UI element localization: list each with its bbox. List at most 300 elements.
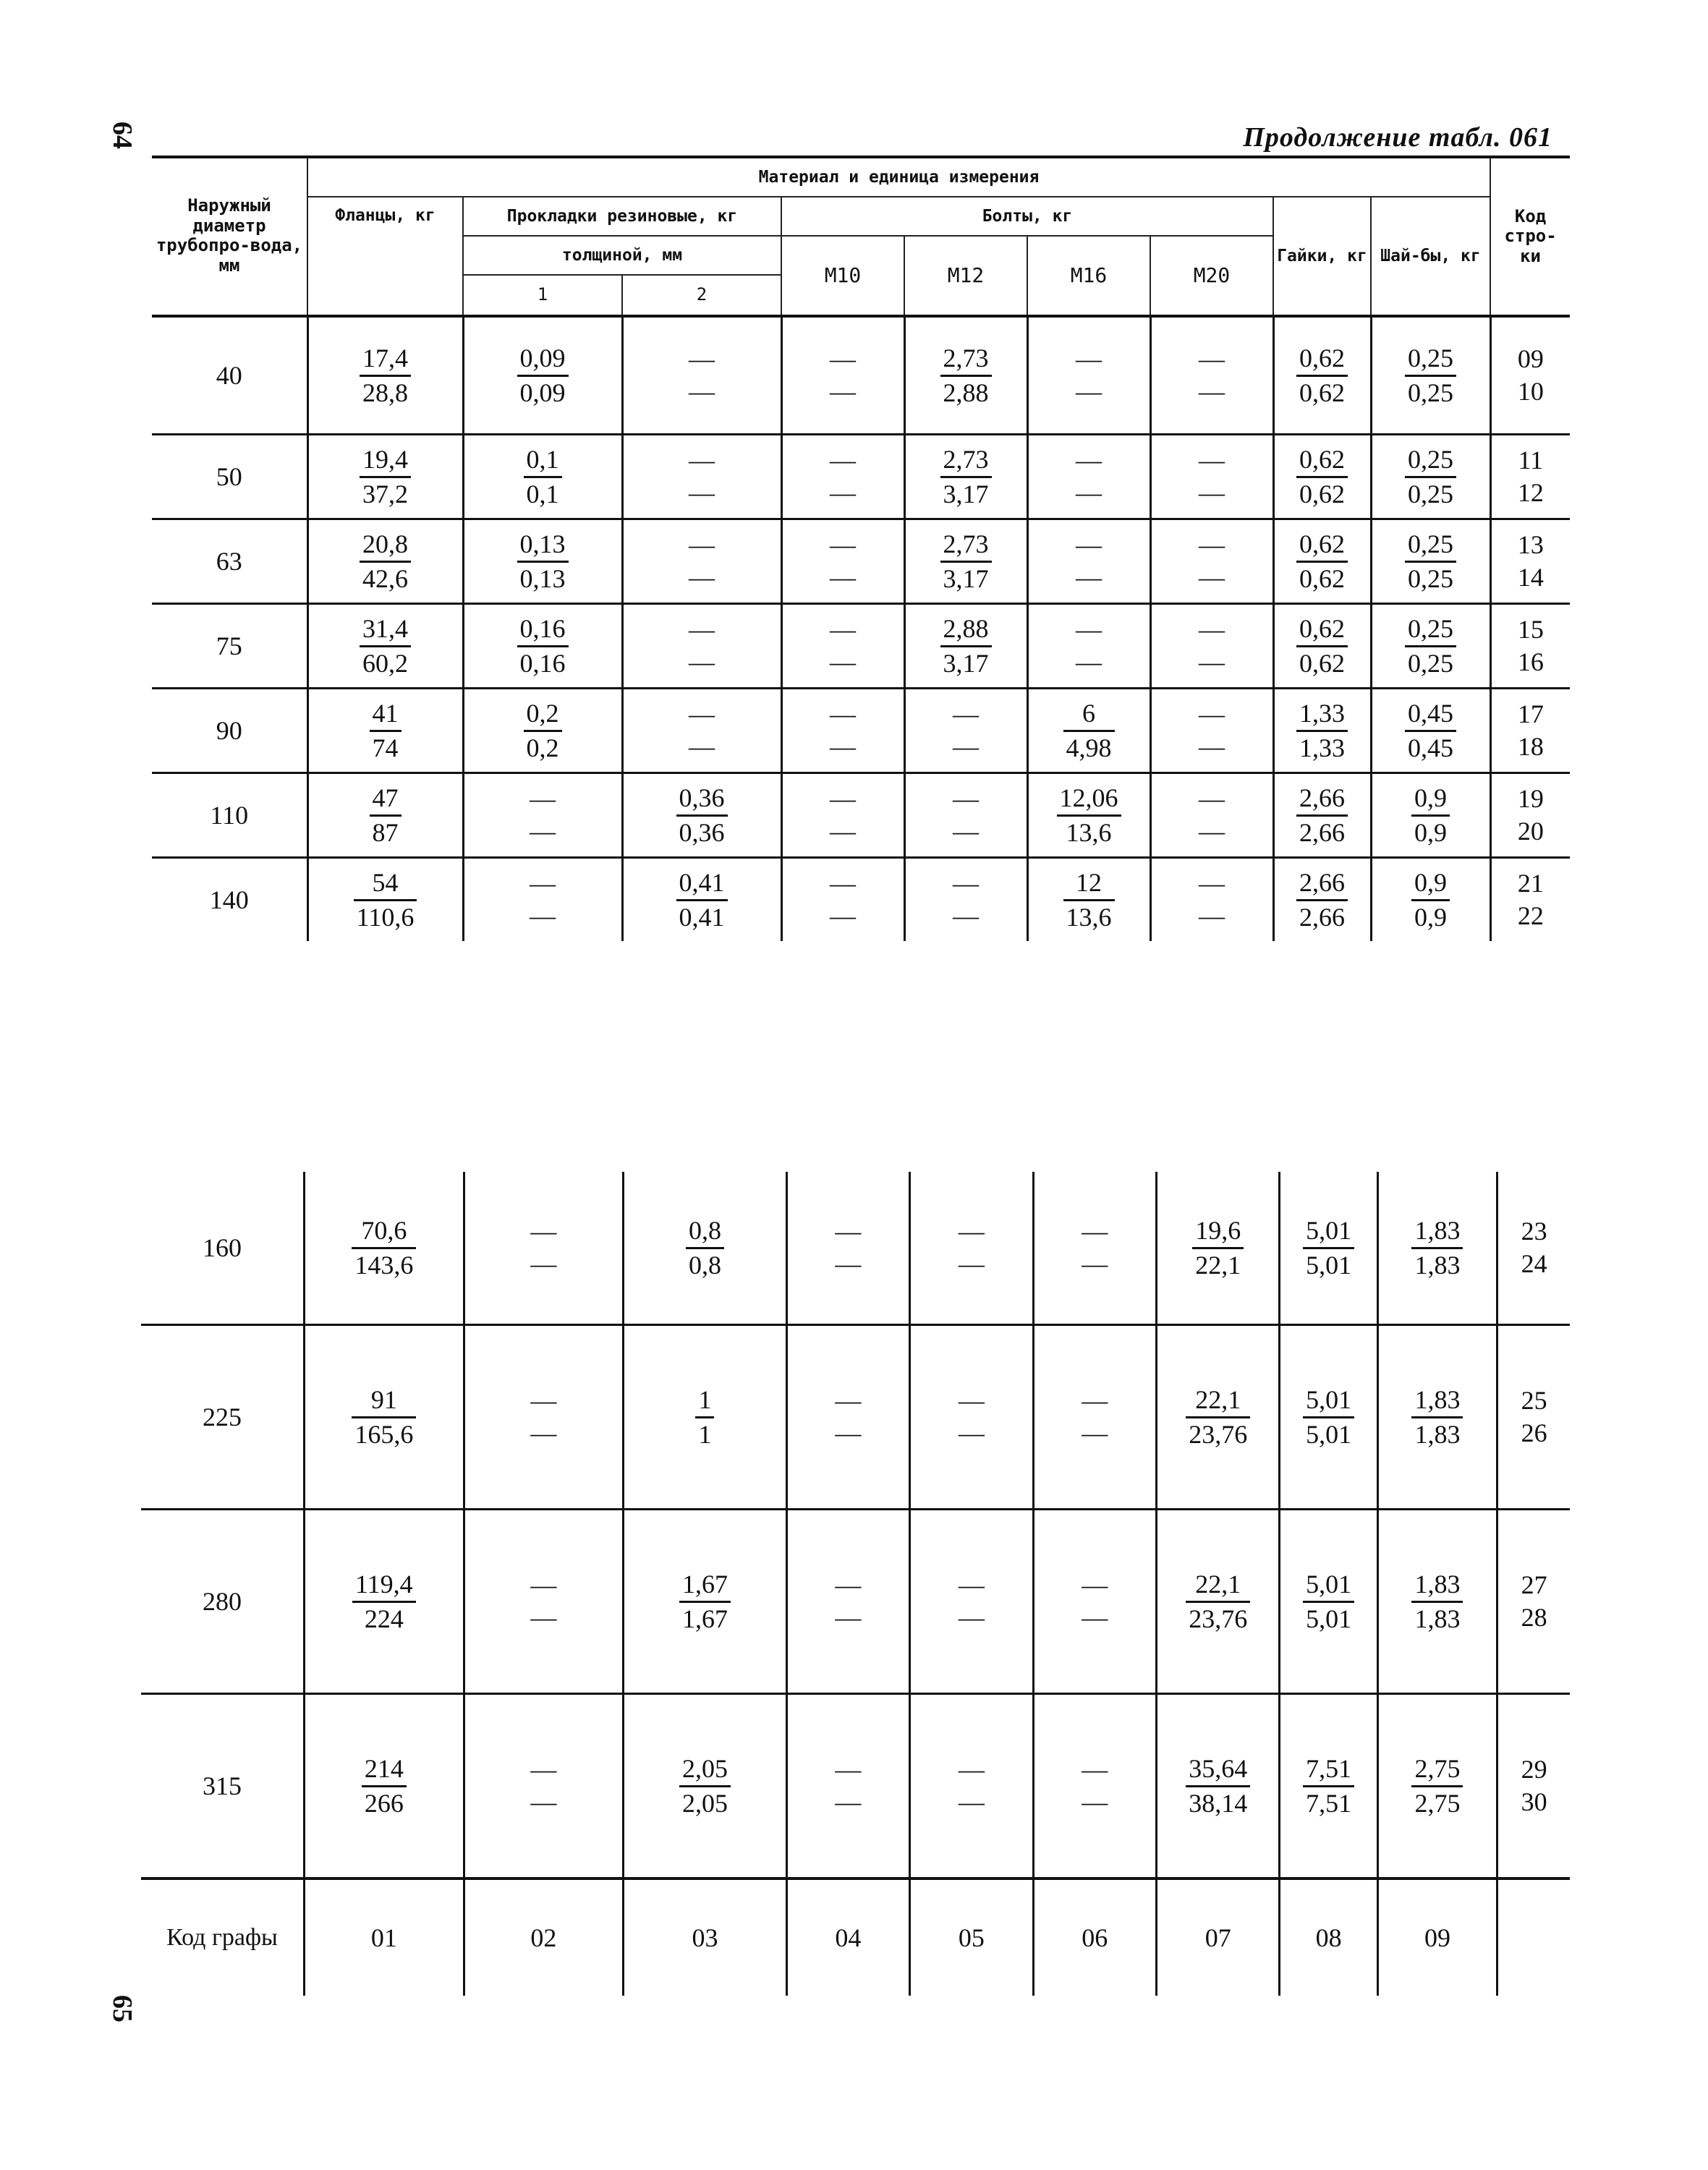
denominator-value: 0,41 [679, 902, 725, 932]
header-thickness-1: 1 [463, 275, 622, 316]
row-code-cell [1490, 519, 1570, 604]
dash-pair [1199, 444, 1225, 509]
value-fraction [1186, 1384, 1250, 1451]
cell-m16 [1027, 858, 1150, 942]
dash-value: — [1199, 699, 1225, 728]
row-code-value: 20 [1517, 817, 1544, 846]
dash-pair [689, 444, 715, 509]
value-fraction [695, 1384, 714, 1451]
row-code-cell [1490, 689, 1570, 773]
cell-g1 [464, 1325, 624, 1510]
cell-g2 [624, 1172, 787, 1325]
cell-m20 [1150, 604, 1273, 689]
dash-value: — [689, 530, 715, 559]
dash-value: — [958, 1570, 985, 1599]
denominator-value: 0,62 [1299, 479, 1345, 509]
table-row [141, 1694, 1570, 1879]
cell-m20 [1150, 316, 1273, 435]
cell-m12 [910, 1510, 1033, 1694]
page-number-bottom: 65 [107, 1995, 137, 2022]
denominator-value: 42,6 [362, 563, 408, 593]
cell-nuts [1280, 1172, 1377, 1325]
row-code-pair [1518, 613, 1544, 678]
row-code-pair [1521, 1215, 1547, 1280]
denominator-value: 0,25 [1408, 378, 1454, 407]
cell-nuts [1273, 316, 1371, 435]
denominator-value: 4,98 [1066, 733, 1112, 762]
dash-value: — [830, 784, 856, 813]
row-code-value: 15 [1517, 615, 1544, 644]
value-fraction [1303, 1214, 1354, 1282]
dash-pair [1082, 1753, 1108, 1818]
denominator-value: 2,66 [1299, 817, 1345, 847]
numerator-value: 0,1 [524, 443, 562, 478]
dash-value: — [1082, 1217, 1108, 1246]
denominator-value: 2,88 [943, 378, 989, 407]
numerator-value: 2,88 [940, 613, 992, 647]
denominator-value: 0,25 [1408, 563, 1454, 593]
cell-m20 [1150, 689, 1273, 773]
row-code-cell [1490, 858, 1570, 942]
numerator-value: 0,62 [1296, 528, 1348, 563]
value-fraction [360, 528, 411, 595]
dash-value: — [953, 869, 979, 898]
dash-value: — [1199, 478, 1225, 507]
dash-value: — [953, 817, 979, 846]
denominator-value: 0,2 [526, 733, 559, 762]
cell-m12 [910, 1172, 1033, 1325]
numerator-value: 41 [370, 697, 401, 732]
column-code: 05 [910, 1878, 1033, 1996]
value-fraction [524, 443, 562, 511]
denominator-value: 0,25 [1408, 479, 1454, 509]
denominator-value: 0,25 [1408, 648, 1454, 678]
numerator-value: 1 [695, 1384, 714, 1418]
dash-value: — [953, 784, 979, 813]
cell-washers [1377, 1172, 1497, 1325]
denominator-value: 266 [364, 1788, 404, 1818]
dash-value: — [530, 1418, 557, 1447]
cell-g2 [622, 519, 781, 604]
numerator-value: 19,4 [360, 443, 411, 478]
value-fraction [940, 342, 992, 409]
dash-pair [689, 698, 715, 763]
cell-flange [307, 435, 463, 519]
denominator-value: 23,76 [1189, 1604, 1248, 1633]
numerator-value: 22,1 [1186, 1384, 1250, 1418]
dash-pair [1076, 343, 1102, 408]
numerator-value: 1,83 [1411, 1568, 1463, 1603]
header-flanges: Фланцы, кг [307, 197, 463, 316]
numerator-value: 54 [354, 867, 417, 901]
value-fraction [1405, 342, 1456, 409]
numerator-value: 0,2 [524, 697, 562, 732]
numerator-value: 0,62 [1296, 342, 1348, 377]
column-code-row [141, 1878, 1570, 1996]
row-code-cell [1497, 1694, 1570, 1879]
page-number-top: 64 [107, 122, 137, 149]
row-code-pair [1518, 698, 1544, 763]
dash-value: — [689, 647, 715, 676]
cell-m10 [786, 1172, 909, 1325]
header-washers: Шай-бы, кг [1371, 197, 1490, 316]
value-fraction [679, 1568, 731, 1635]
header-nuts: Гайки, кг [1273, 197, 1371, 316]
column-code: 07 [1156, 1878, 1279, 1996]
cell-flange [307, 519, 463, 604]
dash-pair [1199, 529, 1225, 594]
dash-value: — [830, 817, 856, 846]
table-row [141, 1325, 1570, 1510]
cell-m10 [786, 1694, 909, 1879]
value-fraction [524, 697, 562, 765]
dash-pair [830, 867, 856, 932]
row-code-pair [1521, 1384, 1547, 1450]
denominator-value: 5,01 [1306, 1604, 1352, 1633]
diameter-value: 40 [216, 361, 242, 390]
denominator-value: 0,9 [1414, 902, 1448, 932]
denominator-value: 7,51 [1306, 1788, 1352, 1818]
numerator-value: 0,9 [1411, 867, 1450, 901]
numerator-value: 5,01 [1303, 1214, 1354, 1249]
row-code-cell [1497, 1510, 1570, 1694]
cell-m16 [1027, 604, 1150, 689]
value-fraction [1411, 1568, 1463, 1635]
value-fraction [1411, 1753, 1463, 1820]
numerator-value: 119,4 [352, 1568, 416, 1603]
value-fraction [354, 867, 417, 934]
cell-m10 [781, 773, 904, 858]
cell-m20 [1150, 435, 1273, 519]
dash-value: — [830, 732, 856, 761]
numerator-value: 20,8 [360, 528, 411, 563]
value-fraction [517, 613, 569, 680]
denominator-value: 37,2 [362, 479, 408, 509]
dash-value: — [830, 647, 856, 676]
cell-nuts [1273, 858, 1371, 942]
row-code-value: 21 [1517, 869, 1544, 898]
diameter-value: 90 [216, 716, 242, 745]
value-fraction [686, 1214, 724, 1282]
cell-m12 [910, 1694, 1033, 1879]
row-code-value: 29 [1521, 1755, 1547, 1784]
diameter-cell [152, 316, 307, 435]
cell-m10 [786, 1325, 909, 1510]
numerator-value: 2,66 [1296, 782, 1348, 817]
dash-pair [1082, 1215, 1108, 1280]
value-fraction [370, 697, 401, 765]
cell-m12 [910, 1325, 1033, 1510]
header-bolts: Болты, кг [781, 197, 1273, 236]
cell-m20 [1150, 858, 1273, 942]
cell-washers [1371, 519, 1490, 604]
column-code-label: Код графы [141, 1878, 305, 1996]
dash-pair [835, 1215, 861, 1280]
value-fraction [1296, 443, 1348, 511]
dash-value: — [530, 901, 556, 930]
dash-value: — [1082, 1570, 1108, 1599]
denominator-value: 38,14 [1189, 1788, 1248, 1818]
dash-value: — [1076, 647, 1102, 676]
row-code-value: 16 [1517, 647, 1544, 676]
cell-g1 [464, 1510, 624, 1694]
cell-m10 [781, 858, 904, 942]
denominator-value: 1,83 [1414, 1604, 1461, 1633]
dash-value: — [689, 377, 715, 406]
cell-m12 [904, 316, 1027, 435]
numerator-value: 0,25 [1405, 342, 1456, 377]
numerator-value: 91 [352, 1384, 416, 1418]
value-fraction [362, 1753, 407, 1820]
denominator-value: 0,16 [519, 648, 566, 678]
value-fraction [1296, 342, 1348, 409]
value-fraction [1405, 528, 1456, 595]
value-fraction [1405, 443, 1456, 511]
cell-flange [305, 1325, 464, 1510]
value-fraction [1192, 1214, 1244, 1282]
numerator-value: 0,25 [1405, 613, 1456, 647]
value-fraction [1057, 782, 1121, 849]
row-code-pair [1518, 444, 1544, 509]
dash-pair [689, 613, 715, 678]
header-row-code: Код стро-ки [1490, 157, 1570, 316]
cell-nuts [1280, 1510, 1377, 1694]
numerator-value: 2,66 [1296, 867, 1348, 901]
cell-g1 [463, 858, 622, 942]
dash-value: — [830, 478, 856, 507]
denominator-value: 0,36 [679, 817, 725, 847]
dash-pair [959, 1215, 985, 1280]
row-code-pair [1518, 867, 1544, 932]
value-fraction [1303, 1753, 1354, 1820]
row-code-value: 18 [1517, 732, 1544, 761]
row-code-cell [1497, 1172, 1570, 1325]
dash-pair [959, 1569, 985, 1634]
row-code-value: 25 [1521, 1386, 1547, 1415]
cell-m16 [1027, 773, 1150, 858]
row-code-value: 23 [1521, 1217, 1547, 1246]
dash-value: — [1082, 1249, 1108, 1278]
dash-value: — [835, 1755, 862, 1784]
dash-value: — [530, 1603, 557, 1632]
denominator-value: 74 [372, 733, 399, 762]
denominator-value: 2,05 [681, 1788, 728, 1818]
dash-value: — [830, 699, 856, 728]
denominator-value: 2,75 [1414, 1788, 1461, 1818]
cell-m12 [904, 435, 1027, 519]
row-code-value: 22 [1517, 901, 1544, 930]
diameter-value: 63 [216, 547, 242, 576]
table-row [152, 435, 1570, 519]
column-code: 09 [1377, 1878, 1497, 1996]
row-code-value: 17 [1517, 699, 1544, 728]
dash-value: — [1082, 1755, 1108, 1784]
row-code-pair [1518, 343, 1544, 408]
cell-g2 [622, 773, 781, 858]
cell-m10 [781, 435, 904, 519]
dash-pair [1076, 529, 1102, 594]
cell-washers [1377, 1325, 1497, 1510]
dash-value: — [830, 563, 856, 592]
value-fraction [517, 342, 569, 409]
cell-m16 [1027, 689, 1150, 773]
cell-washers [1371, 435, 1490, 519]
table-row [152, 773, 1570, 858]
row-code-value: 10 [1517, 377, 1544, 406]
dash-value: — [689, 344, 715, 373]
header-material-group: Материал и единица измерения [307, 157, 1490, 197]
denominator-value: 1,83 [1414, 1419, 1461, 1449]
dash-pair [959, 1384, 985, 1450]
dash-value: — [830, 446, 856, 475]
dash-pair [689, 343, 715, 408]
dash-pair [530, 1753, 556, 1818]
numerator-value: 22,1 [1186, 1568, 1250, 1603]
cell-g1 [464, 1172, 624, 1325]
value-fraction [1296, 528, 1348, 595]
value-fraction [1296, 613, 1348, 680]
cell-m16 [1027, 435, 1150, 519]
row-code-value: 28 [1521, 1603, 1547, 1632]
denominator-value: 224 [364, 1604, 404, 1633]
numerator-value: 0,25 [1405, 443, 1456, 478]
cell-m12 [904, 604, 1027, 689]
dash-value: — [1076, 377, 1102, 406]
value-fraction [352, 1568, 416, 1635]
dash-pair [830, 698, 856, 763]
cell-g1 [463, 316, 622, 435]
cell-m10 [781, 689, 904, 773]
dash-value: — [830, 530, 856, 559]
dash-value: — [1199, 530, 1225, 559]
dash-value: — [530, 784, 556, 813]
numerator-value: 0,13 [517, 528, 569, 563]
dash-pair [953, 698, 979, 763]
diameter-value: 75 [216, 631, 242, 660]
dash-pair [1199, 343, 1225, 408]
row-code-cell [1490, 604, 1570, 689]
dash-value: — [1199, 615, 1225, 644]
row-code-value: 12 [1517, 478, 1544, 507]
value-fraction [352, 1384, 416, 1451]
data-table-bottom [141, 1172, 1570, 1996]
cell-washers [1371, 604, 1490, 689]
value-fraction [1186, 1568, 1250, 1635]
row-code-value: 27 [1521, 1570, 1547, 1599]
column-code: 02 [464, 1878, 624, 1996]
dash-value: — [958, 1217, 985, 1246]
cell-m12 [904, 689, 1027, 773]
dash-pair [835, 1384, 861, 1450]
dash-value: — [689, 478, 715, 507]
dash-value: — [530, 1386, 557, 1415]
row-code-value: 11 [1518, 446, 1544, 475]
dash-pair [835, 1753, 861, 1818]
diameter-value: 315 [203, 1771, 242, 1800]
value-fraction [1296, 697, 1348, 765]
dash-value: — [835, 1217, 862, 1246]
value-fraction [370, 782, 401, 849]
numerator-value: 2,73 [940, 342, 992, 377]
dash-value: — [958, 1603, 985, 1632]
cell-m20 [1156, 1510, 1279, 1694]
value-fraction [1296, 867, 1348, 934]
denominator-value: 110,6 [356, 902, 415, 932]
value-fraction [676, 867, 728, 934]
table-top-body [152, 316, 1570, 941]
dash-value: — [830, 377, 856, 406]
denominator-value: 5,01 [1306, 1419, 1352, 1449]
cell-g2 [624, 1325, 787, 1510]
denominator-value: 0,09 [519, 378, 566, 407]
denominator-value: 1,67 [681, 1604, 728, 1633]
dash-value: — [835, 1249, 862, 1278]
table-bottom-body [141, 1172, 1570, 1996]
denominator-value: 23,76 [1189, 1419, 1248, 1449]
numerator-value: 12 [1063, 867, 1115, 901]
row-code-value: 09 [1517, 344, 1544, 373]
diameter-cell [152, 858, 307, 942]
dash-pair [1199, 867, 1225, 932]
dash-value: — [530, 1249, 557, 1278]
table-row [141, 1510, 1570, 1694]
dash-pair [1199, 698, 1225, 763]
numerator-value: 5,01 [1303, 1568, 1354, 1603]
dash-value: — [830, 344, 856, 373]
dash-value: — [689, 446, 715, 475]
numerator-value: 7,51 [1303, 1753, 1354, 1787]
numerator-value: 17,4 [360, 342, 411, 377]
numerator-value: 2,75 [1411, 1753, 1463, 1787]
diameter-cell [141, 1172, 305, 1325]
cell-m10 [786, 1510, 909, 1694]
cell-g1 [464, 1694, 624, 1879]
numerator-value: 6 [1063, 697, 1115, 732]
numerator-value: 0,25 [1405, 528, 1456, 563]
diameter-cell [141, 1510, 305, 1694]
dash-value: — [689, 563, 715, 592]
cell-g2 [622, 435, 781, 519]
row-code-value: 19 [1517, 784, 1544, 813]
dash-pair [1199, 783, 1225, 848]
denominator-value: 0,62 [1299, 563, 1345, 593]
table-row [141, 1172, 1570, 1325]
cell-m16 [1027, 316, 1150, 435]
value-fraction [360, 342, 411, 409]
diameter-value: 50 [216, 462, 242, 491]
dash-value: — [835, 1787, 862, 1816]
cell-g2 [624, 1510, 787, 1694]
numerator-value: 1,33 [1296, 697, 1348, 732]
diameter-cell [152, 519, 307, 604]
denominator-value: 143,6 [354, 1250, 414, 1280]
cell-m20 [1156, 1694, 1279, 1879]
denominator-value: 1 [698, 1419, 712, 1449]
dash-pair [1082, 1569, 1108, 1634]
cell-m10 [781, 604, 904, 689]
numerator-value: 70,6 [352, 1214, 416, 1249]
cell-g2 [622, 316, 781, 435]
numerator-value: 0,41 [676, 867, 728, 901]
denominator-value: 5,01 [1306, 1250, 1352, 1280]
dash-value: — [958, 1386, 985, 1415]
dash-value: — [835, 1386, 862, 1415]
cell-washers [1371, 316, 1490, 435]
numerator-value: 5,01 [1303, 1384, 1354, 1418]
denominator-value: 28,8 [362, 378, 408, 407]
denominator-value: 60,2 [362, 648, 408, 678]
dash-value: — [1199, 732, 1225, 761]
